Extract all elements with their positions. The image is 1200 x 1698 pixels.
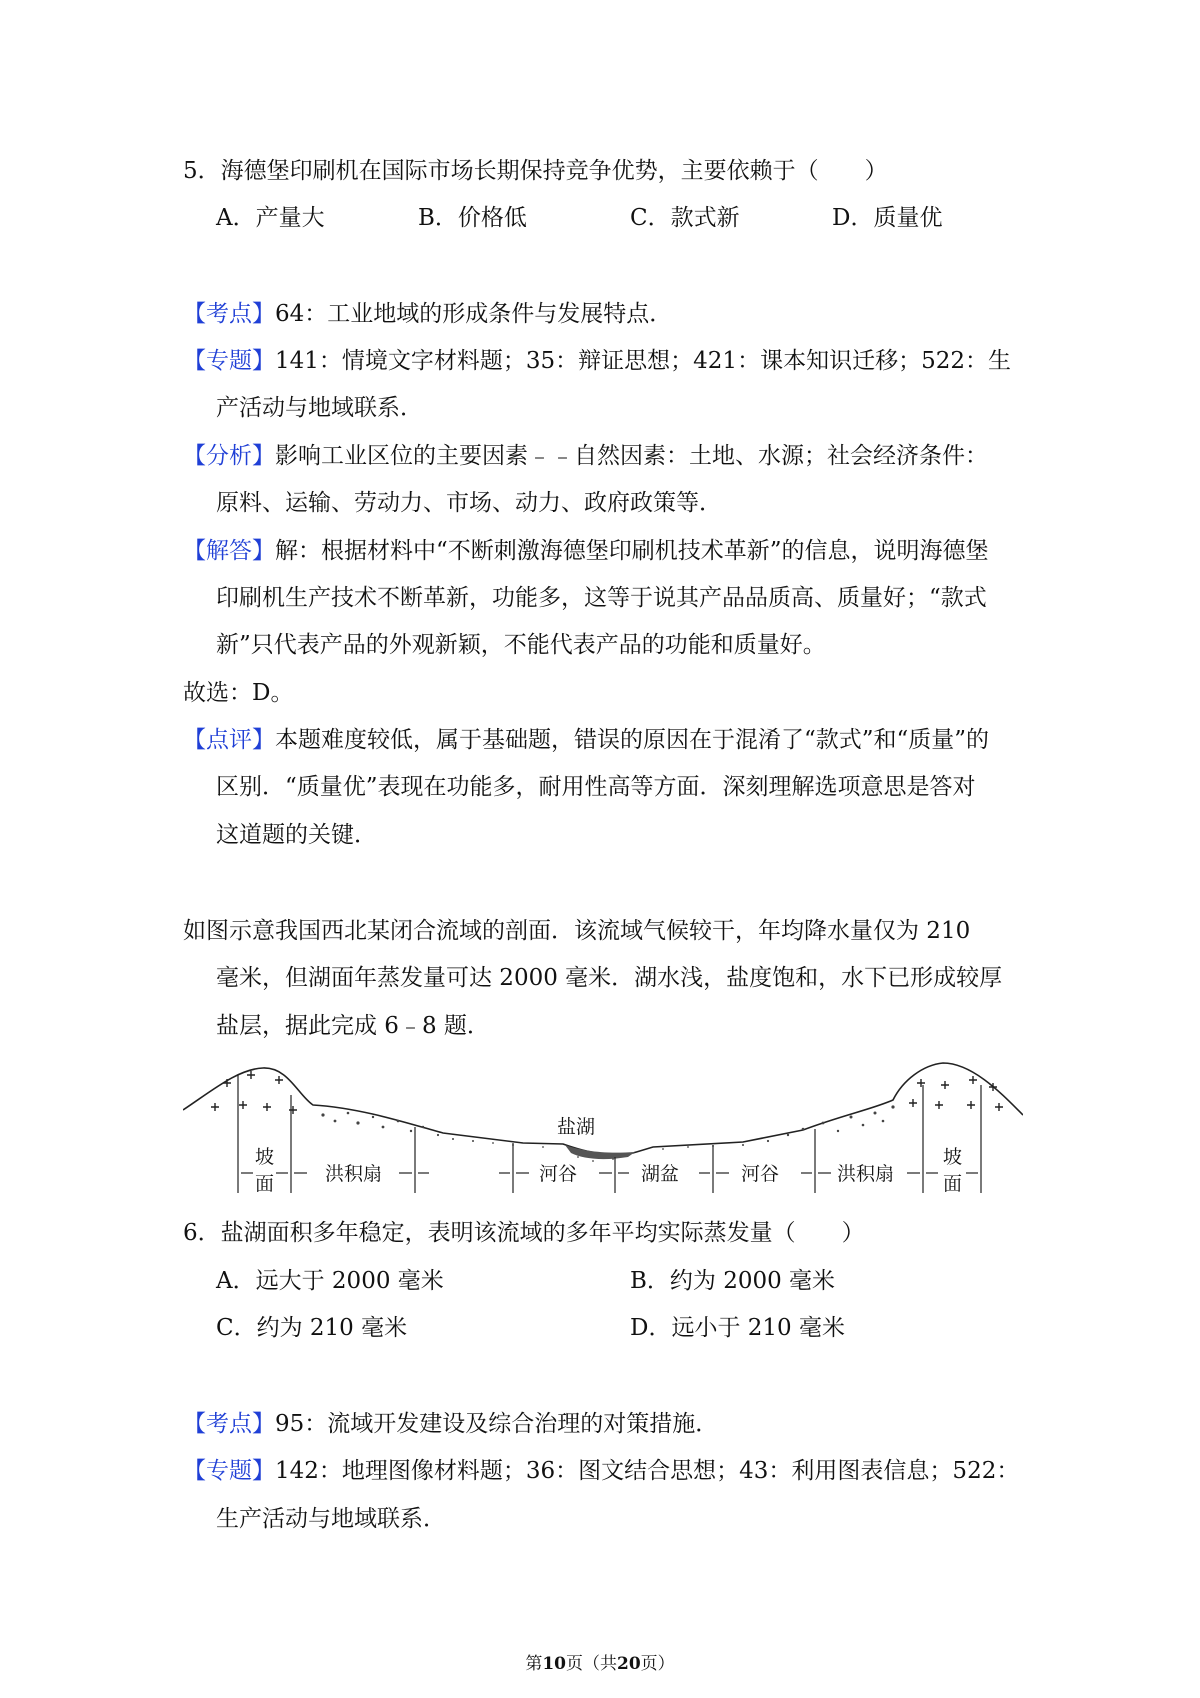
salt-lake-label: 盐湖 [557,1116,596,1138]
q5-dianping-cont-2: 这道题的关键． [216,822,377,848]
q5-dianping [183,724,989,756]
q5-option-a: A．产量大 [216,205,325,231]
kaodian-text: 64：工业地域的形成条件与发展特点． [275,301,673,327]
dianping-text: 本题难度较低，属于基础题，错误的原因在于混淆了“款式”和“质量”的 [275,727,990,753]
jieda-text: 解：根据材料中“不断刺激海德堡印刷机技术革新”的信息，说明海德堡 [275,538,989,564]
slope-right-label-2: 面 [943,1173,963,1195]
q5-option-d: D．质量优 [832,205,943,231]
q5-jieda-cont-2: 新”只代表产品的外观新颖，不能代表产品的功能和质量好。 [216,632,826,658]
kaodian-tag: 【考点】 [183,301,275,327]
q5-option-b: B．价格低 [418,205,527,231]
jieda-tag: 【解答】 [183,538,275,564]
footer-total-pages: 20 [617,1654,641,1674]
dianping-tag: 【点评】 [183,727,275,753]
intro-line-2: 毫米，但湖面年蒸发量可达 2000 毫米．湖水浅，盐度饱和，水下已形成较厚 [216,965,1003,991]
footer-post: 页） [640,1654,675,1674]
q5-fenxi [183,440,988,472]
q5-answer: 故选：D。 [183,680,294,706]
q6-option-b: B．约为 2000 毫米 [630,1268,836,1294]
zhuanti-text: 141：情境文字材料题；35：辩证思想；421：课本知识迁移；522：生 [275,348,1011,374]
salt-lake-water [565,1145,635,1159]
zhuanti-tag: 【专题】 [183,348,275,374]
q6-option-c: C．约为 210 毫米 [216,1315,408,1341]
q6-option-d: D．远小于 210 毫米 [630,1315,845,1341]
basin-label: 湖盆 [641,1163,680,1185]
slope-left-label-1: 坡 [255,1146,275,1168]
zhuanti-text: 142：地理图像材料题；36：图文结合思想；43：利用图表信息；522： [275,1458,1020,1484]
kaodian-text: 95：流域开发建设及综合治理的对策措施． [275,1411,719,1437]
valley-left-label: 河谷 [539,1163,578,1185]
q5-kaodian [183,298,672,330]
fan-left-label: 洪积扇 [325,1163,383,1185]
terrain-profile [183,1063,1023,1154]
q6-kaodian [183,1408,718,1440]
footer-mid: 页（共 [566,1654,617,1674]
q6-option-a: A．远大于 2000 毫米 [216,1268,444,1294]
kaodian-tag: 【考点】 [183,1411,275,1437]
footer-pre: 第 [525,1654,543,1674]
zhuanti-tag: 【专题】 [183,1458,275,1484]
bedrock-plus-left [211,1071,297,1114]
q5-zhuanti [183,345,1011,377]
footer-page-number: 10 [542,1654,566,1674]
intro-line-3: 盐层，据此完成 6﹣8 题． [216,1013,490,1039]
q5-jieda-cont-1: 印刷机生产技术不断革新，功能多，这等于说其产品品质高、质量好；“款式 [216,585,987,611]
q6-stem: 6．盐湖面积多年稳定，表明该流域的多年平均实际蒸发量（ ） [183,1220,865,1246]
q5-jieda [183,535,989,567]
basin-cross-section-figure [183,1055,1023,1195]
slope-left-label-2: 面 [255,1173,275,1195]
intro-line-1: 如图示意我国西北某闭合流域的剖面．该流域气候较干，年均降水量仅为 210 [183,918,971,944]
q6-zhuanti-cont: 生产活动与地域联系． [216,1506,446,1532]
page-footer [0,1652,1200,1676]
q5-option-c: C．款式新 [630,205,740,231]
fan-right-label: 洪积扇 [837,1163,895,1185]
q5-stem: 5．海德堡印刷机在国际市场长期保持竞争优势，主要依赖于（ ） [183,158,888,184]
fenxi-text: 影响工业区位的主要因素﹣﹣自然因素：土地、水源；社会经济条件： [275,443,988,469]
valley-right-label: 河谷 [741,1163,780,1185]
q5-dianping-cont-1: 区别．“质量优”表现在功能多，耐用性高等方面．深刻理解选项意思是答对 [216,774,976,800]
q5-zhuanti-cont: 产活动与地域联系． [216,395,423,421]
slope-right-label-1: 坡 [943,1146,963,1168]
q6-zhuanti [183,1455,1019,1487]
q5-fenxi-cont: 原料、运输、劳动力、市场、动力、政府政策等． [216,490,722,516]
fenxi-tag: 【分析】 [183,443,275,469]
